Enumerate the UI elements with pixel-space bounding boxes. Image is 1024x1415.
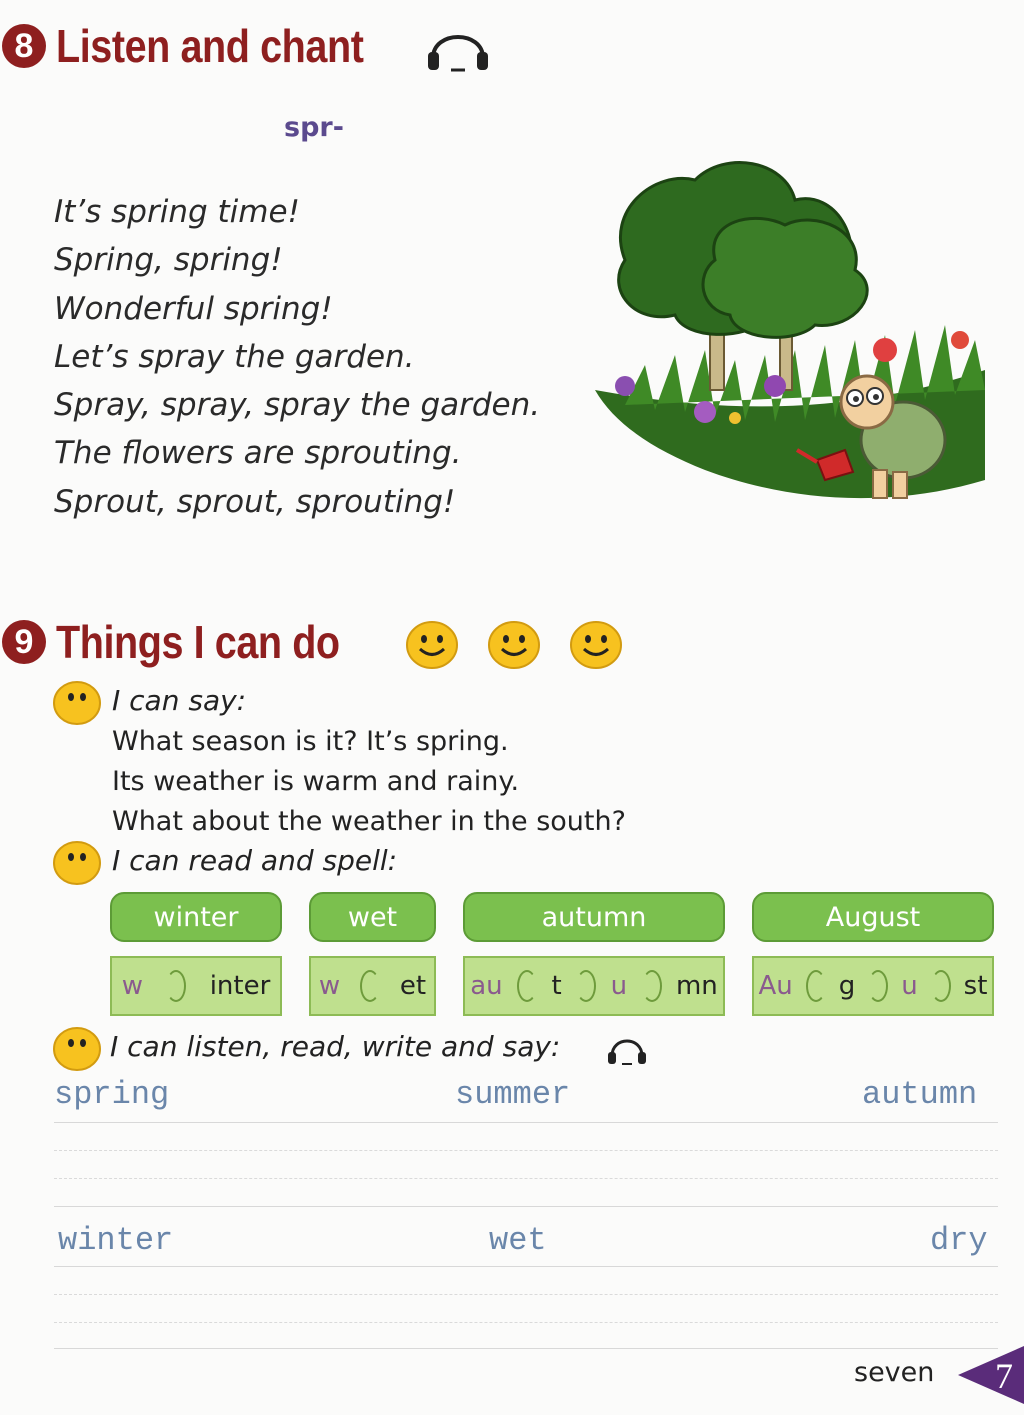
section-number-badge: 9 (2, 620, 46, 664)
can-say-label: I can say: (112, 684, 247, 717)
say-line: What season is it? It’s spring. (112, 726, 509, 757)
writing-guide-line (54, 1294, 998, 1295)
headphones-icon[interactable] (606, 1030, 648, 1066)
puzzle-piece: inter (209, 971, 271, 1001)
chant-line: Sprout, sprout, sprouting! (54, 483, 456, 520)
puzzle-august[interactable] (752, 956, 994, 1016)
say-line: What about the weather in the south? (112, 806, 626, 837)
phonics-label: spr- (284, 112, 344, 143)
practice-word: spring (54, 1076, 170, 1113)
word-card-winter[interactable]: winter (110, 892, 282, 942)
section-title: Listen and chant (56, 20, 364, 72)
writing-line[interactable] (54, 1122, 998, 1123)
practice-word: dry (930, 1222, 988, 1259)
chant-line: Spray, spray, spray the garden. (54, 387, 541, 424)
puzzle-piece: st (963, 971, 988, 1001)
puzzle-piece: Au (758, 971, 793, 1001)
puzzle-winter[interactable] (110, 956, 282, 1016)
practice-word: summer (455, 1076, 571, 1113)
puzzle-connector (166, 970, 186, 1002)
writing-line[interactable] (54, 1266, 998, 1267)
word-card-wet[interactable]: wet (309, 892, 436, 942)
smiley-icon[interactable] (52, 680, 102, 726)
puzzle-connector (360, 970, 380, 1002)
writing-guide-line (54, 1322, 998, 1323)
puzzle-piece: au (470, 971, 503, 1001)
chant-line: It’s spring time! (54, 194, 300, 230)
page-number-tab (958, 1346, 1024, 1404)
garden-illustration (585, 150, 995, 520)
headphones-icon[interactable] (425, 18, 491, 74)
practice-word: wet (489, 1222, 547, 1259)
smiley-icon[interactable] (52, 1026, 102, 1072)
smiley-icon[interactable] (52, 840, 102, 886)
writing-guide-line (54, 1150, 998, 1151)
smiley-icon[interactable] (405, 620, 459, 670)
read-spell-label: I can read and spell: (112, 844, 398, 877)
section-number-badge: 8 (2, 24, 46, 68)
practice-word: autumn (862, 1076, 978, 1113)
chant-line: Wonderful spring! (54, 290, 333, 327)
section-title: Things I can do (56, 616, 340, 668)
listen-label: I can listen, read, write and say: (110, 1030, 561, 1063)
chant-line: The flowers are sprouting. (54, 435, 462, 472)
puzzle-connector (576, 970, 596, 1002)
puzzle-connector (517, 970, 537, 1002)
page-number: 7 (995, 1356, 1013, 1396)
puzzle-piece: mn (675, 971, 718, 1001)
puzzle-connector (806, 970, 826, 1002)
puzzle-piece: et (399, 971, 427, 1001)
puzzle-piece: t (551, 971, 562, 1001)
chant-line: Let’s spray the garden. (54, 338, 415, 375)
puzzle-connector (931, 970, 951, 1002)
word-card-august[interactable]: August (752, 892, 994, 942)
puzzle-wet[interactable] (309, 956, 436, 1016)
writing-line[interactable] (54, 1206, 998, 1207)
practice-word: winter (58, 1222, 174, 1259)
chant-text (54, 188, 540, 526)
puzzle-connector (642, 970, 662, 1002)
say-lines (112, 722, 626, 842)
chant-line: Spring, spring! (54, 242, 283, 279)
smiley-icon[interactable] (487, 620, 541, 670)
smiley-icon[interactable] (569, 620, 623, 670)
writing-line[interactable] (54, 1348, 998, 1349)
page-number-word: seven (854, 1357, 935, 1388)
puzzle-piece: w (121, 971, 143, 1001)
puzzle-autumn[interactable] (463, 956, 725, 1016)
puzzle-connector (868, 970, 888, 1002)
writing-guide-line (54, 1178, 998, 1179)
puzzle-piece: w (318, 971, 341, 1001)
say-line: Its weather is warm and rainy. (112, 766, 520, 797)
puzzle-piece: u (901, 971, 918, 1001)
puzzle-piece: u (610, 971, 628, 1001)
word-card-autumn[interactable]: autumn (463, 892, 725, 942)
puzzle-piece: g (838, 971, 856, 1001)
